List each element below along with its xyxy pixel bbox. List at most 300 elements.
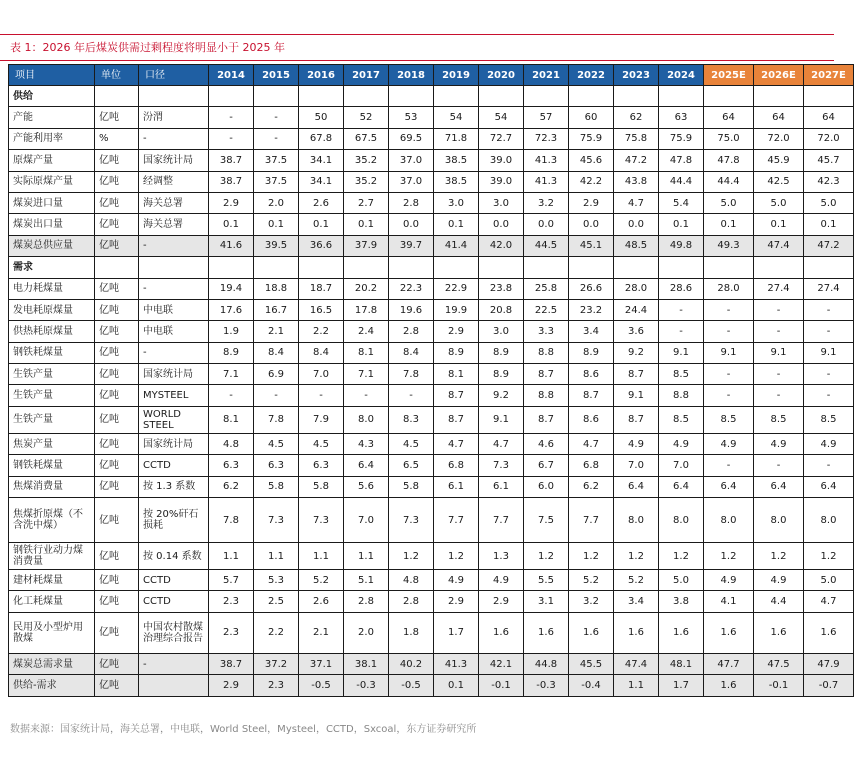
value-cell: 6.5 — [389, 455, 434, 476]
value-cell: 47.4 — [614, 653, 659, 674]
value-cell: - — [344, 385, 389, 406]
unit-cell: 亿吨 — [95, 192, 139, 213]
value-cell: 4.9 — [754, 570, 804, 591]
value-cell — [804, 86, 854, 107]
value-cell: 37.0 — [389, 171, 434, 192]
value-cell: 37.9 — [344, 235, 389, 256]
value-cell: 57 — [524, 107, 569, 128]
value-cell: 2.3 — [209, 612, 254, 653]
unit-cell — [95, 86, 139, 107]
value-cell: 1.6 — [704, 675, 754, 696]
value-cell — [254, 257, 299, 278]
value-cell: - — [804, 321, 854, 342]
value-cell: 0.1 — [704, 214, 754, 235]
row-label-cell: 供热耗原煤量 — [9, 321, 95, 342]
value-cell: 8.5 — [659, 406, 704, 433]
value-cell: 4.9 — [704, 433, 754, 454]
value-cell: 6.4 — [614, 476, 659, 497]
value-cell: 2.4 — [344, 321, 389, 342]
table-row — [9, 433, 854, 454]
table-row — [9, 406, 854, 433]
table-container — [8, 64, 846, 697]
unit-cell: 亿吨 — [95, 433, 139, 454]
value-cell — [804, 257, 854, 278]
value-cell: 39.7 — [389, 235, 434, 256]
value-cell: 2.1 — [254, 321, 299, 342]
table-row — [9, 570, 854, 591]
value-cell: 4.4 — [754, 591, 804, 612]
value-cell: 7.1 — [209, 364, 254, 385]
value-cell: 0.1 — [659, 214, 704, 235]
value-cell: 1.2 — [434, 543, 479, 570]
row-label-cell: 供给-需求 — [9, 675, 95, 696]
value-cell: 44.5 — [524, 235, 569, 256]
value-cell: 8.7 — [524, 406, 569, 433]
value-cell: 7.1 — [344, 364, 389, 385]
row-label-cell: 煤炭总供应量 — [9, 235, 95, 256]
value-cell: 2.7 — [344, 192, 389, 213]
value-cell: 0.1 — [209, 214, 254, 235]
value-cell: 9.1 — [614, 385, 659, 406]
value-cell: 7.0 — [344, 498, 389, 543]
table-row — [9, 364, 854, 385]
value-cell: 20.8 — [479, 299, 524, 320]
value-cell: 5.8 — [299, 476, 344, 497]
row-label-cell: 生铁产量 — [9, 364, 95, 385]
value-cell: 2.9 — [479, 591, 524, 612]
header-cell: 2023 — [614, 65, 659, 86]
value-cell: 7.8 — [254, 406, 299, 433]
value-cell: 67.8 — [299, 128, 344, 149]
value-cell — [389, 257, 434, 278]
value-cell: 7.7 — [479, 498, 524, 543]
value-cell: - — [804, 385, 854, 406]
source-cell — [139, 257, 209, 278]
value-cell: 8.0 — [344, 406, 389, 433]
value-cell: 5.1 — [344, 570, 389, 591]
value-cell: 22.3 — [389, 278, 434, 299]
value-cell — [614, 86, 659, 107]
row-label-cell: 钢铁耗煤量 — [9, 455, 95, 476]
row-label-cell: 焦煤消费量 — [9, 476, 95, 497]
value-cell — [659, 86, 704, 107]
value-cell: 71.8 — [434, 128, 479, 149]
value-cell: 9.2 — [479, 385, 524, 406]
section-row — [9, 86, 854, 107]
value-cell: 8.0 — [659, 498, 704, 543]
table-row — [9, 498, 854, 543]
value-cell: 4.9 — [754, 433, 804, 454]
row-label-cell: 供给 — [9, 86, 95, 107]
value-cell: 4.7 — [614, 192, 659, 213]
value-cell: - — [704, 385, 754, 406]
value-cell: 38.7 — [209, 171, 254, 192]
value-cell: 34.1 — [299, 171, 344, 192]
value-cell: 27.4 — [804, 278, 854, 299]
value-cell: 6.4 — [659, 476, 704, 497]
value-cell: 9.1 — [659, 342, 704, 363]
value-cell: 4.6 — [524, 433, 569, 454]
table-row — [9, 543, 854, 570]
value-cell: 75.8 — [614, 128, 659, 149]
value-cell: 1.2 — [524, 543, 569, 570]
value-cell: 6.4 — [704, 476, 754, 497]
value-cell: 8.9 — [569, 342, 614, 363]
value-cell: 5.8 — [254, 476, 299, 497]
value-cell: 38.5 — [434, 171, 479, 192]
value-cell: 4.7 — [569, 433, 614, 454]
value-cell: 0.1 — [299, 214, 344, 235]
unit-cell: 亿吨 — [95, 543, 139, 570]
value-cell: 4.8 — [389, 570, 434, 591]
value-cell: 3.0 — [479, 192, 524, 213]
value-cell: 37.2 — [254, 653, 299, 674]
value-cell: 8.9 — [434, 342, 479, 363]
value-cell: 4.9 — [479, 570, 524, 591]
value-cell: 64 — [704, 107, 754, 128]
value-cell: 6.0 — [524, 476, 569, 497]
value-cell: - — [209, 107, 254, 128]
value-cell: 5.0 — [804, 570, 854, 591]
source-cell: 按 0.14 系数 — [139, 543, 209, 570]
value-cell: 8.9 — [479, 342, 524, 363]
source-cell: 国家统计局 — [139, 364, 209, 385]
value-cell: 22.9 — [434, 278, 479, 299]
value-cell: 0.1 — [344, 214, 389, 235]
value-cell: - — [659, 299, 704, 320]
row-label-cell: 需求 — [9, 257, 95, 278]
value-cell: -0.3 — [524, 675, 569, 696]
value-cell — [209, 86, 254, 107]
value-cell: - — [704, 299, 754, 320]
value-cell: 64 — [754, 107, 804, 128]
value-cell: 0.1 — [434, 675, 479, 696]
value-cell: 0.1 — [754, 214, 804, 235]
table-row — [9, 591, 854, 612]
value-cell: 5.8 — [389, 476, 434, 497]
table-row — [9, 150, 854, 171]
value-cell: 9.1 — [754, 342, 804, 363]
value-cell: 4.9 — [659, 433, 704, 454]
table-row — [9, 192, 854, 213]
value-cell: 1.3 — [479, 543, 524, 570]
value-cell: 60 — [569, 107, 614, 128]
value-cell: 39.5 — [254, 235, 299, 256]
value-cell: 2.8 — [344, 591, 389, 612]
value-cell: 63 — [659, 107, 704, 128]
value-cell: 6.1 — [479, 476, 524, 497]
value-cell — [704, 257, 754, 278]
value-cell: 0.1 — [254, 214, 299, 235]
table-row — [9, 299, 854, 320]
value-cell — [344, 86, 389, 107]
value-cell: 1.2 — [614, 543, 659, 570]
value-cell: - — [704, 364, 754, 385]
value-cell: 1.6 — [569, 612, 614, 653]
value-cell: 2.9 — [434, 321, 479, 342]
row-label-cell: 建材耗煤量 — [9, 570, 95, 591]
table-row — [9, 612, 854, 653]
value-cell: 24.4 — [614, 299, 659, 320]
source-cell: WORLD STEEL — [139, 406, 209, 433]
value-cell: 42.5 — [754, 171, 804, 192]
value-cell: 47.8 — [659, 150, 704, 171]
value-cell: 0.0 — [389, 214, 434, 235]
unit-cell: 亿吨 — [95, 299, 139, 320]
value-cell: 7.8 — [389, 364, 434, 385]
value-cell: 72.0 — [804, 128, 854, 149]
value-cell: 39.0 — [479, 150, 524, 171]
source-cell: 中电联 — [139, 299, 209, 320]
value-cell: 1.6 — [804, 612, 854, 653]
value-cell: - — [209, 385, 254, 406]
source-cell: 海关总署 — [139, 214, 209, 235]
value-cell: 19.4 — [209, 278, 254, 299]
value-cell: 41.4 — [434, 235, 479, 256]
value-cell: 8.1 — [434, 364, 479, 385]
value-cell: 19.9 — [434, 299, 479, 320]
value-cell: 48.1 — [659, 653, 704, 674]
value-cell: 2.9 — [569, 192, 614, 213]
source-cell: 国家统计局 — [139, 433, 209, 454]
value-cell: - — [389, 385, 434, 406]
value-cell: 5.2 — [614, 570, 659, 591]
value-cell — [704, 86, 754, 107]
value-cell: 35.2 — [344, 171, 389, 192]
value-cell: 6.8 — [434, 455, 479, 476]
value-cell: 8.9 — [479, 364, 524, 385]
value-cell: 44.8 — [524, 653, 569, 674]
value-cell: 9.1 — [479, 406, 524, 433]
section-row — [9, 257, 854, 278]
value-cell: 42.1 — [479, 653, 524, 674]
unit-cell — [95, 257, 139, 278]
value-cell: 5.6 — [344, 476, 389, 497]
value-cell: 48.5 — [614, 235, 659, 256]
header-cell: 2024 — [659, 65, 704, 86]
value-cell: 2.8 — [389, 591, 434, 612]
value-cell: 6.7 — [524, 455, 569, 476]
value-cell: 40.2 — [389, 653, 434, 674]
table-row — [9, 107, 854, 128]
value-cell: 8.6 — [569, 364, 614, 385]
value-cell: 8.7 — [569, 385, 614, 406]
value-cell: 8.0 — [614, 498, 659, 543]
value-cell: 50 — [299, 107, 344, 128]
summary-row — [9, 235, 854, 256]
value-cell: 2.3 — [209, 591, 254, 612]
unit-cell: 亿吨 — [95, 570, 139, 591]
source-cell: MYSTEEL — [139, 385, 209, 406]
source-cell: - — [139, 653, 209, 674]
value-cell: 5.0 — [704, 192, 754, 213]
value-cell: 42.2 — [569, 171, 614, 192]
value-cell: 6.8 — [569, 455, 614, 476]
value-cell: 2.6 — [299, 192, 344, 213]
value-cell: 3.3 — [524, 321, 569, 342]
value-cell: 37.5 — [254, 171, 299, 192]
unit-cell: 亿吨 — [95, 498, 139, 543]
value-cell — [344, 257, 389, 278]
value-cell: 1.9 — [209, 321, 254, 342]
value-cell: 1.7 — [434, 612, 479, 653]
value-cell — [479, 86, 524, 107]
source-cell: 经调整 — [139, 171, 209, 192]
value-cell: 1.1 — [614, 675, 659, 696]
value-cell: -0.1 — [754, 675, 804, 696]
table-caption: 表 1：2026 年后煤炭供需过剩程度将明显小于 2025 年 — [10, 41, 285, 54]
source-cell: - — [139, 128, 209, 149]
value-cell: 2.6 — [299, 591, 344, 612]
value-cell: 7.7 — [569, 498, 614, 543]
source-cell: CCTD — [139, 455, 209, 476]
row-label-cell: 原煤产量 — [9, 150, 95, 171]
value-cell: 7.0 — [299, 364, 344, 385]
value-cell: 44.4 — [659, 171, 704, 192]
value-cell: - — [754, 385, 804, 406]
value-cell: 8.7 — [434, 406, 479, 433]
value-cell: 75.0 — [704, 128, 754, 149]
value-cell: 6.9 — [254, 364, 299, 385]
value-cell — [524, 86, 569, 107]
value-cell — [754, 257, 804, 278]
value-cell — [389, 86, 434, 107]
table-row — [9, 476, 854, 497]
value-cell: 64 — [804, 107, 854, 128]
value-cell: 18.7 — [299, 278, 344, 299]
value-cell: 75.9 — [569, 128, 614, 149]
value-cell: 34.1 — [299, 150, 344, 171]
row-label-cell: 钢铁行业动力煤消费量 — [9, 543, 95, 570]
value-cell: 4.9 — [434, 570, 479, 591]
value-cell: 8.4 — [254, 342, 299, 363]
value-cell: - — [754, 321, 804, 342]
header-cell: 2016 — [299, 65, 344, 86]
value-cell: 6.2 — [209, 476, 254, 497]
value-cell: 2.2 — [254, 612, 299, 653]
value-cell: 5.0 — [804, 192, 854, 213]
value-cell: 45.1 — [569, 235, 614, 256]
unit-cell: 亿吨 — [95, 214, 139, 235]
header-cell: 单位 — [95, 65, 139, 86]
value-cell — [434, 86, 479, 107]
value-cell: 43.8 — [614, 171, 659, 192]
value-cell: 8.8 — [524, 342, 569, 363]
source-cell: 中国农村散煤治理综合报告 — [139, 612, 209, 653]
value-cell: - — [704, 321, 754, 342]
value-cell: 6.4 — [754, 476, 804, 497]
value-cell: - — [754, 364, 804, 385]
value-cell — [434, 257, 479, 278]
value-cell — [209, 257, 254, 278]
summary-row — [9, 653, 854, 674]
value-cell: 6.2 — [569, 476, 614, 497]
value-cell: 75.9 — [659, 128, 704, 149]
value-cell: 35.2 — [344, 150, 389, 171]
source-cell: 汾渭 — [139, 107, 209, 128]
unit-cell: 亿吨 — [95, 235, 139, 256]
value-cell: 41.3 — [524, 150, 569, 171]
value-cell: 9.1 — [804, 342, 854, 363]
header-cell: 2019 — [434, 65, 479, 86]
row-label-cell: 煤炭进口量 — [9, 192, 95, 213]
value-cell: 4.8 — [209, 433, 254, 454]
header-cell: 2025E — [704, 65, 754, 86]
source-cell: 中电联 — [139, 321, 209, 342]
value-cell: 41.3 — [524, 171, 569, 192]
value-cell: 3.8 — [659, 591, 704, 612]
value-cell: 3.0 — [479, 321, 524, 342]
value-cell: 39.0 — [479, 171, 524, 192]
value-cell: 4.7 — [479, 433, 524, 454]
row-label-cell: 电力耗煤量 — [9, 278, 95, 299]
header-cell: 2020 — [479, 65, 524, 86]
unit-cell: 亿吨 — [95, 107, 139, 128]
value-cell: 47.2 — [614, 150, 659, 171]
value-cell: 62 — [614, 107, 659, 128]
value-cell: 0.1 — [804, 214, 854, 235]
value-cell: 3.1 — [524, 591, 569, 612]
header-cell: 2018 — [389, 65, 434, 86]
header-cell: 2022 — [569, 65, 614, 86]
value-cell: 37.5 — [254, 150, 299, 171]
value-cell: 3.6 — [614, 321, 659, 342]
value-cell: 7.3 — [254, 498, 299, 543]
value-cell: 2.3 — [254, 675, 299, 696]
unit-cell: 亿吨 — [95, 476, 139, 497]
value-cell: 3.0 — [434, 192, 479, 213]
value-cell: 1.6 — [479, 612, 524, 653]
value-cell: 4.7 — [804, 591, 854, 612]
value-cell: 1.6 — [704, 612, 754, 653]
value-cell: 1.2 — [704, 543, 754, 570]
value-cell: 8.9 — [209, 342, 254, 363]
value-cell: -0.5 — [299, 675, 344, 696]
unit-cell: 亿吨 — [95, 321, 139, 342]
value-cell: 52 — [344, 107, 389, 128]
value-cell: 7.0 — [614, 455, 659, 476]
value-cell: - — [804, 299, 854, 320]
value-cell: 8.7 — [434, 385, 479, 406]
value-cell: 18.8 — [254, 278, 299, 299]
value-cell: 42.3 — [804, 171, 854, 192]
summary-row — [9, 675, 854, 696]
row-label-cell: 生铁产量 — [9, 385, 95, 406]
caption-rule-bottom — [0, 60, 834, 61]
header-row — [9, 65, 854, 86]
value-cell: 4.1 — [704, 591, 754, 612]
value-cell — [299, 257, 344, 278]
value-cell: - — [754, 299, 804, 320]
value-cell: - — [804, 364, 854, 385]
unit-cell: 亿吨 — [95, 364, 139, 385]
value-cell: -0.7 — [804, 675, 854, 696]
value-cell: 5.5 — [524, 570, 569, 591]
value-cell: 8.4 — [299, 342, 344, 363]
data-source-note: 数据来源：国家统计局，海关总署，中电联，World Steel，Mysteel，CCTD，Sxcoal，东方证券研究所 — [10, 724, 477, 735]
header-cell: 2014 — [209, 65, 254, 86]
value-cell: 2.9 — [434, 591, 479, 612]
value-cell: 5.0 — [659, 570, 704, 591]
value-cell: 6.3 — [254, 455, 299, 476]
value-cell: 0.0 — [569, 214, 614, 235]
value-cell — [754, 86, 804, 107]
table-row — [9, 171, 854, 192]
table-row — [9, 385, 854, 406]
row-label-cell: 煤炭出口量 — [9, 214, 95, 235]
value-cell: 4.5 — [254, 433, 299, 454]
value-cell: - — [299, 385, 344, 406]
